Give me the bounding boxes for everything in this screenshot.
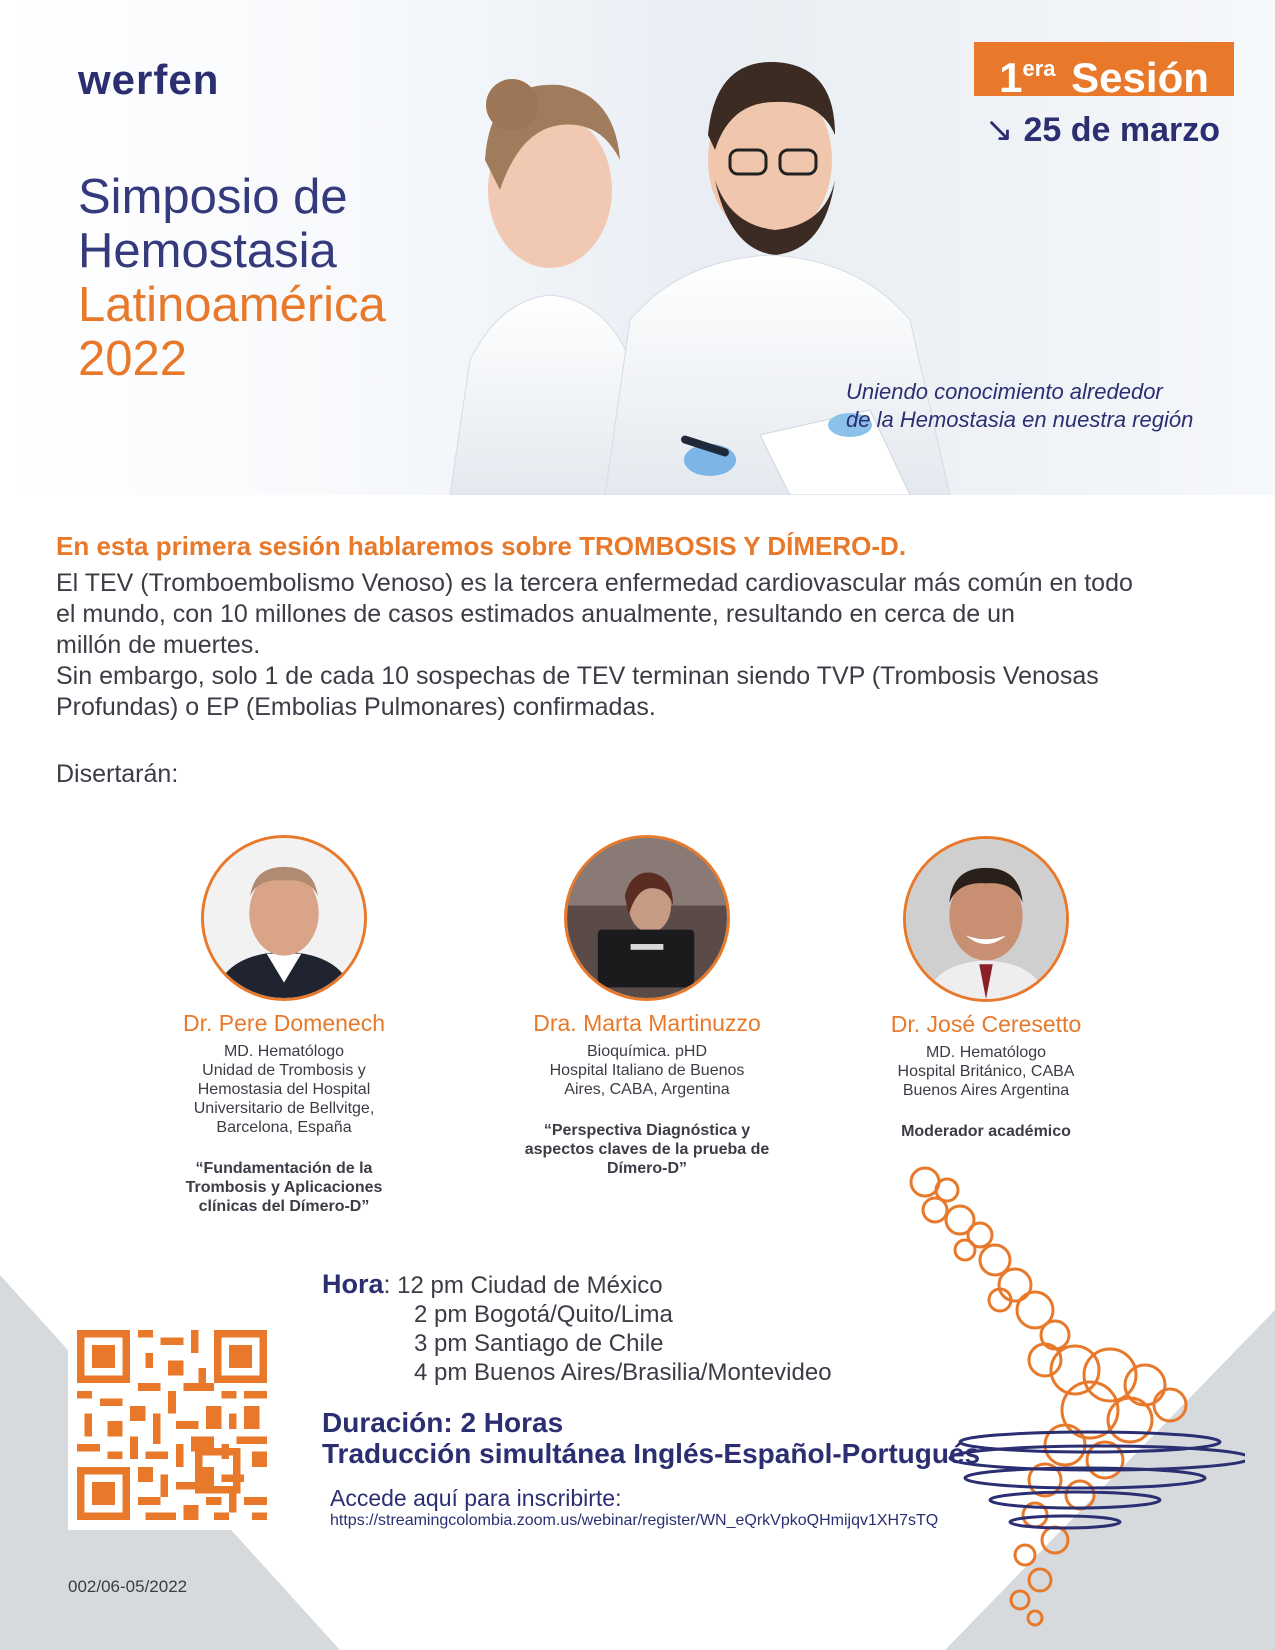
title-line-3: Latinoamérica <box>78 278 386 332</box>
speaker-role <box>836 1122 1136 1141</box>
desc-line: Buenos Aires Argentina <box>902 1082 1070 1099</box>
talk-line: Moderador académico <box>901 1123 1071 1140</box>
session-number: 1 <box>999 54 1023 101</box>
speaker-name: Dra. Marta Martinuzzo <box>533 1010 761 1036</box>
talk-line: Trombosis y Aplicaciones <box>185 1179 383 1196</box>
speaker-name: Dr. Pere Domenech <box>183 1010 385 1036</box>
intro-heading: En esta primera sesión hablaremos sobre TROMBOSIS Y DÍMERO-D. <box>56 531 907 561</box>
desc-line: Hospital Británico, CABA <box>897 1063 1075 1080</box>
schedule-row-1 <box>322 1270 832 1300</box>
avatar <box>201 835 367 1001</box>
desc-line: MD. Hematólogo <box>925 1044 1047 1061</box>
intro-line-5: Profundas) o EP (Embolias Pulmonares) confirmadas. <box>56 693 656 721</box>
schedule-label: Hora <box>322 1269 384 1299</box>
desc-line: Universitario de Bellvitge, <box>193 1100 375 1117</box>
werfen-logo: werfen <box>78 56 220 103</box>
schedule-time-3: 3 pm Santiago de Chile <box>414 1330 664 1357</box>
talk-line: Dímero-D” <box>606 1160 687 1177</box>
duration-text: Duración: 2 Horas <box>322 1407 564 1438</box>
avatar <box>903 836 1069 1002</box>
arrow-down-right-icon: ↘ <box>985 111 1014 149</box>
session-suffix: era <box>1022 56 1056 81</box>
desc-line: Bioquímica. pHD <box>586 1043 708 1060</box>
session-badge <box>974 42 1234 101</box>
desc-line: Hospital Italiano de Buenos <box>549 1062 745 1079</box>
speaker-talk-title <box>134 1159 434 1216</box>
speaker-description <box>497 1042 797 1099</box>
talk-line: “Fundamentación de la <box>195 1160 373 1177</box>
speaker-name: Dr. José Ceresetto <box>890 1011 1082 1037</box>
speaker-photo-ceresetto <box>906 839 1066 999</box>
duration-block <box>322 1407 980 1469</box>
desc-line: Barcelona, España <box>216 1119 352 1136</box>
desc-line: Aires, CABA, Argentina <box>564 1081 730 1098</box>
tagline-line-2: de la Hemostasia en nuestra región <box>846 407 1194 432</box>
translation-text: Traducción simultánea Inglés-Español-Portugués <box>322 1438 981 1469</box>
speaker-description <box>836 1043 1136 1100</box>
title-line-4: 2022 <box>78 332 188 386</box>
event-title <box>78 170 386 386</box>
avatar <box>564 835 730 1001</box>
talk-line: “Perspectiva Diagnóstica y <box>543 1122 751 1139</box>
speaker-card-ceresetto <box>836 836 1136 1141</box>
speaker-card-martinuzzo <box>497 835 797 1178</box>
title-line-1: Simposio de <box>78 170 348 224</box>
title-line-2: Hemostasia <box>78 224 337 278</box>
session-date <box>985 110 1220 150</box>
schedule-time-4: 4 pm Buenos Aires/Brasilia/Montevideo <box>414 1359 832 1386</box>
schedule-time-2: 2 pm Bogotá/Quito/Lima <box>414 1301 673 1328</box>
qr-code-icon <box>77 1329 267 1521</box>
speaker-card-domenech <box>134 835 434 1216</box>
desc-line: Hemostasia del Hospital <box>197 1081 371 1098</box>
session-word: Sesión <box>1071 54 1209 101</box>
document-code: 002/06-05/2022 <box>68 1577 188 1596</box>
talk-line: clínicas del Dímero-D” <box>198 1198 370 1215</box>
schedule-colon: : <box>383 1271 391 1299</box>
intro-line-1: El TEV (Tromboembolismo Venoso) es la tercera enfermedad cardiovascular más común en todo <box>56 569 1133 597</box>
registration-qr-code[interactable] <box>68 1320 276 1530</box>
speaker-talk-title <box>497 1121 797 1178</box>
schedule-block <box>322 1270 832 1387</box>
schedule-time-1: 12 pm Ciudad de México <box>397 1272 663 1299</box>
talk-line: aspectos claves de la prueba de <box>524 1141 770 1158</box>
intro-line-3: millón de muertes. <box>56 631 261 659</box>
desc-line: Unidad de Trombosis y <box>202 1062 366 1079</box>
speaker-photo-domenech <box>204 838 364 998</box>
register-link[interactable]: https://streamingcolombia.zoom.us/webinar/register/WN_eQrkVpkoQHmijqv1XH7sTQ <box>330 1512 939 1529</box>
speaker-photo-martinuzzo <box>567 838 727 998</box>
register-label: Accede aquí para inscribirte: <box>330 1485 622 1511</box>
session-date-text: 25 de marzo <box>1023 111 1221 149</box>
speaker-description <box>134 1042 434 1137</box>
desc-line: MD. Hematólogo <box>223 1043 345 1060</box>
hero-banner <box>0 0 1275 495</box>
latin-america-map <box>905 1160 1245 1630</box>
tagline <box>846 378 1256 434</box>
tagline-line-1: Uniendo conocimiento alrededor <box>846 379 1163 404</box>
intro-body <box>56 568 1216 723</box>
intro-line-2: el mundo, con 10 millones de casos estimados anualmente, resultando en cerca de un <box>56 600 1015 628</box>
intro-line-4: Sin embargo, solo 1 de cada 10 sospechas de TEV terminan siendo TVP (Trombosis Venosas <box>56 662 1099 690</box>
speakers-label: Disertarán: <box>56 760 179 788</box>
